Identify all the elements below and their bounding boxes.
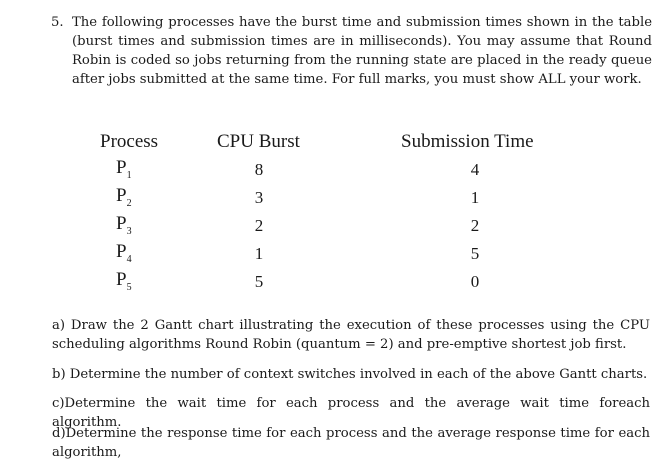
burst-cell: 2 <box>254 216 264 235</box>
process-cell <box>116 241 132 265</box>
burst-cell: 5 <box>254 272 264 291</box>
submission-cell: 4 <box>470 160 480 179</box>
process-cell <box>116 185 132 209</box>
burst-cell: 8 <box>254 160 264 179</box>
header-process: Process <box>100 131 159 152</box>
process-cell <box>116 157 132 181</box>
process-letter: P <box>116 269 127 290</box>
submission-cell: 5 <box>470 244 480 263</box>
process-subscript: 4 <box>126 254 132 265</box>
submission-cell: 0 <box>470 272 480 291</box>
question-text: The following processes have the burst time and submission times shown in the table (burst times and submission times are in milliseconds). You may assume that Round Robin is coded so jobs returning from the running state are placed in the ready queue after jobs submitted at the same time. For full marks, you must show ALL your work. <box>72 15 652 87</box>
process-subscript: 1 <box>126 170 132 181</box>
part-c: c)Determine the wait time for each process and the average wait time foreach algorithm. <box>52 396 650 430</box>
process-cell <box>116 213 132 237</box>
submission-cell: 1 <box>470 188 480 207</box>
process-subscript: 2 <box>126 198 132 209</box>
header-cpu-burst: CPU Burst <box>217 131 300 152</box>
process-letter: P <box>116 213 127 234</box>
burst-cell: 3 <box>254 188 264 207</box>
process-cell <box>116 269 132 293</box>
process-letter: P <box>116 241 127 262</box>
burst-cell: 1 <box>254 244 264 263</box>
part-d: d)Determine the response time for each process and the average response time for each algorithm, <box>52 426 650 460</box>
header-submission-time: Submission Time <box>401 131 534 152</box>
submission-cell: 2 <box>470 216 480 235</box>
question-number: 5. <box>51 15 64 30</box>
process-subscript: 3 <box>126 226 132 237</box>
process-letter: P <box>116 185 127 206</box>
part-a: a) Draw the 2 Gantt chart illustrating the execution of these processes using the CPU scheduling algorithms Round Robin (quantum = 2) and pre-emptive shortest job first. <box>52 318 650 352</box>
part-b: b) Determine the number of context switches involved in each of the above Gantt charts. <box>52 367 648 382</box>
process-letter: P <box>116 157 127 178</box>
process-subscript: 5 <box>126 282 132 293</box>
